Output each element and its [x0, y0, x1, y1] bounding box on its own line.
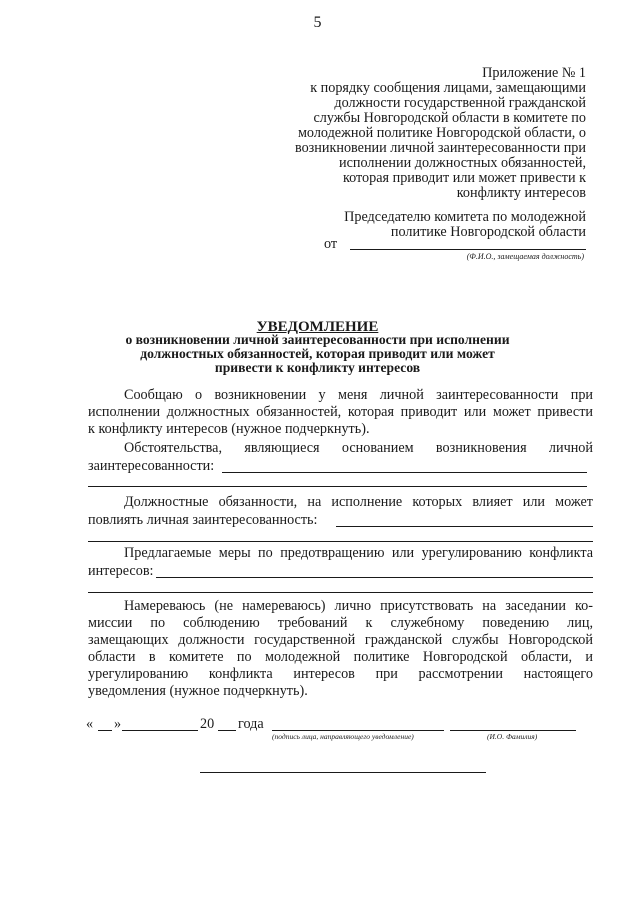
intention-line: уведомления (нужное подчеркнуть).	[88, 683, 308, 699]
duties-input-line[interactable]	[336, 526, 593, 527]
duties-extra-line[interactable]	[88, 541, 593, 542]
subtitle-line: должностных обязанностей, которая приводит или может	[140, 346, 495, 361]
measures-line: Предлагаемые меры по предотвращению или урегулированию конфликта	[124, 545, 593, 561]
date-day-line[interactable]	[98, 730, 112, 731]
bottom-separator-line	[200, 772, 486, 773]
appendix-line: которая приводит или может привести к	[342, 170, 586, 186]
duties-label: повлиять личная заинтересованность:	[88, 512, 318, 528]
circumstances-line: Обстоятельства, являющиеся основанием возникновения личной	[124, 440, 593, 456]
measures-input-line[interactable]	[156, 577, 593, 578]
page-number: 5	[313, 14, 322, 31]
appendix-line: к порядку сообщения лицами, замещающими	[310, 80, 586, 96]
from-input-line[interactable]	[350, 249, 586, 250]
appendix-line: исполнении должностных обязанностей,	[339, 155, 586, 171]
appendix-line: молодежной политике Новгородской области, о	[297, 125, 586, 141]
appendix-line: конфликту интересов	[456, 185, 586, 201]
intention-line: урегулированию конфликта интересов при рассмотрении настоящего	[88, 666, 593, 682]
appendix-line: возникновении личной заинтересованности при	[294, 140, 586, 156]
addressee-line: политике Новгородской области	[390, 224, 586, 240]
from-hint: (Ф.И.О., замещаемая должность)	[466, 252, 584, 261]
date-year-prefix: 20	[200, 716, 215, 732]
measures-field	[88, 563, 593, 580]
date-year-line[interactable]	[218, 730, 236, 731]
duties-field	[88, 512, 593, 529]
intention-line: области в комитете по молодежной политике Новгородской области, и	[88, 649, 593, 665]
intention-line: Намереваюсь (не намереваюсь) лично присутствовать на заседании ко-	[124, 598, 593, 614]
from-field	[324, 236, 586, 252]
appendix-line: службы Новгородской области в комитете по	[313, 110, 586, 126]
duties-line: Должностные обязанности, на исполнение которых влияет или может	[124, 494, 593, 510]
paragraph-line: к конфликту интересов (нужное подчеркнуть).	[88, 421, 370, 437]
date-year-suffix: года	[238, 716, 264, 732]
from-label: от	[324, 236, 338, 252]
circumstances-label: заинтересованности:	[88, 458, 215, 474]
subtitle-line: о возникновении личной заинтересованности при исполнении	[125, 332, 510, 347]
circumstances-extra-line[interactable]	[88, 486, 587, 487]
date-quote-close: »	[114, 716, 122, 732]
circumstances-field	[88, 458, 593, 475]
appendix-line: Приложение № 1	[482, 65, 586, 81]
paragraph-line: исполнении должностных обязанностей, которая приводит или может привести	[88, 404, 593, 420]
appendix-header	[246, 66, 586, 201]
subtitle-line: привести к конфликту интересов	[214, 360, 421, 375]
document-subtitle	[0, 333, 635, 375]
circumstances-input-line[interactable]	[222, 472, 587, 473]
paragraph-line: Сообщаю о возникновении у меня личной заинтересованности при	[124, 387, 593, 403]
name-line[interactable]	[450, 730, 576, 731]
addressee-line: Председателю комитета по молодежной	[344, 209, 586, 225]
measures-label: интересов:	[88, 563, 154, 579]
intention-line: миссии по соблюдению требований к служебному поведению лиц,	[88, 615, 593, 631]
name-hint: (И.О. Фамилия)	[487, 732, 538, 741]
appendix-line: должности государственной гражданской	[334, 95, 586, 111]
signature-line[interactable]	[272, 730, 444, 731]
measures-extra-line[interactable]	[88, 592, 593, 593]
document-title: УВЕДОМЛЕНИЕ	[256, 319, 379, 335]
intention-line: замещающих должности государственной гражданской службы Новгородской	[88, 632, 593, 648]
date-month-line[interactable]	[122, 730, 198, 731]
date-quote-open: «	[86, 716, 94, 732]
signature-hint: (подпись лица, направляющего уведомление)	[272, 732, 414, 741]
